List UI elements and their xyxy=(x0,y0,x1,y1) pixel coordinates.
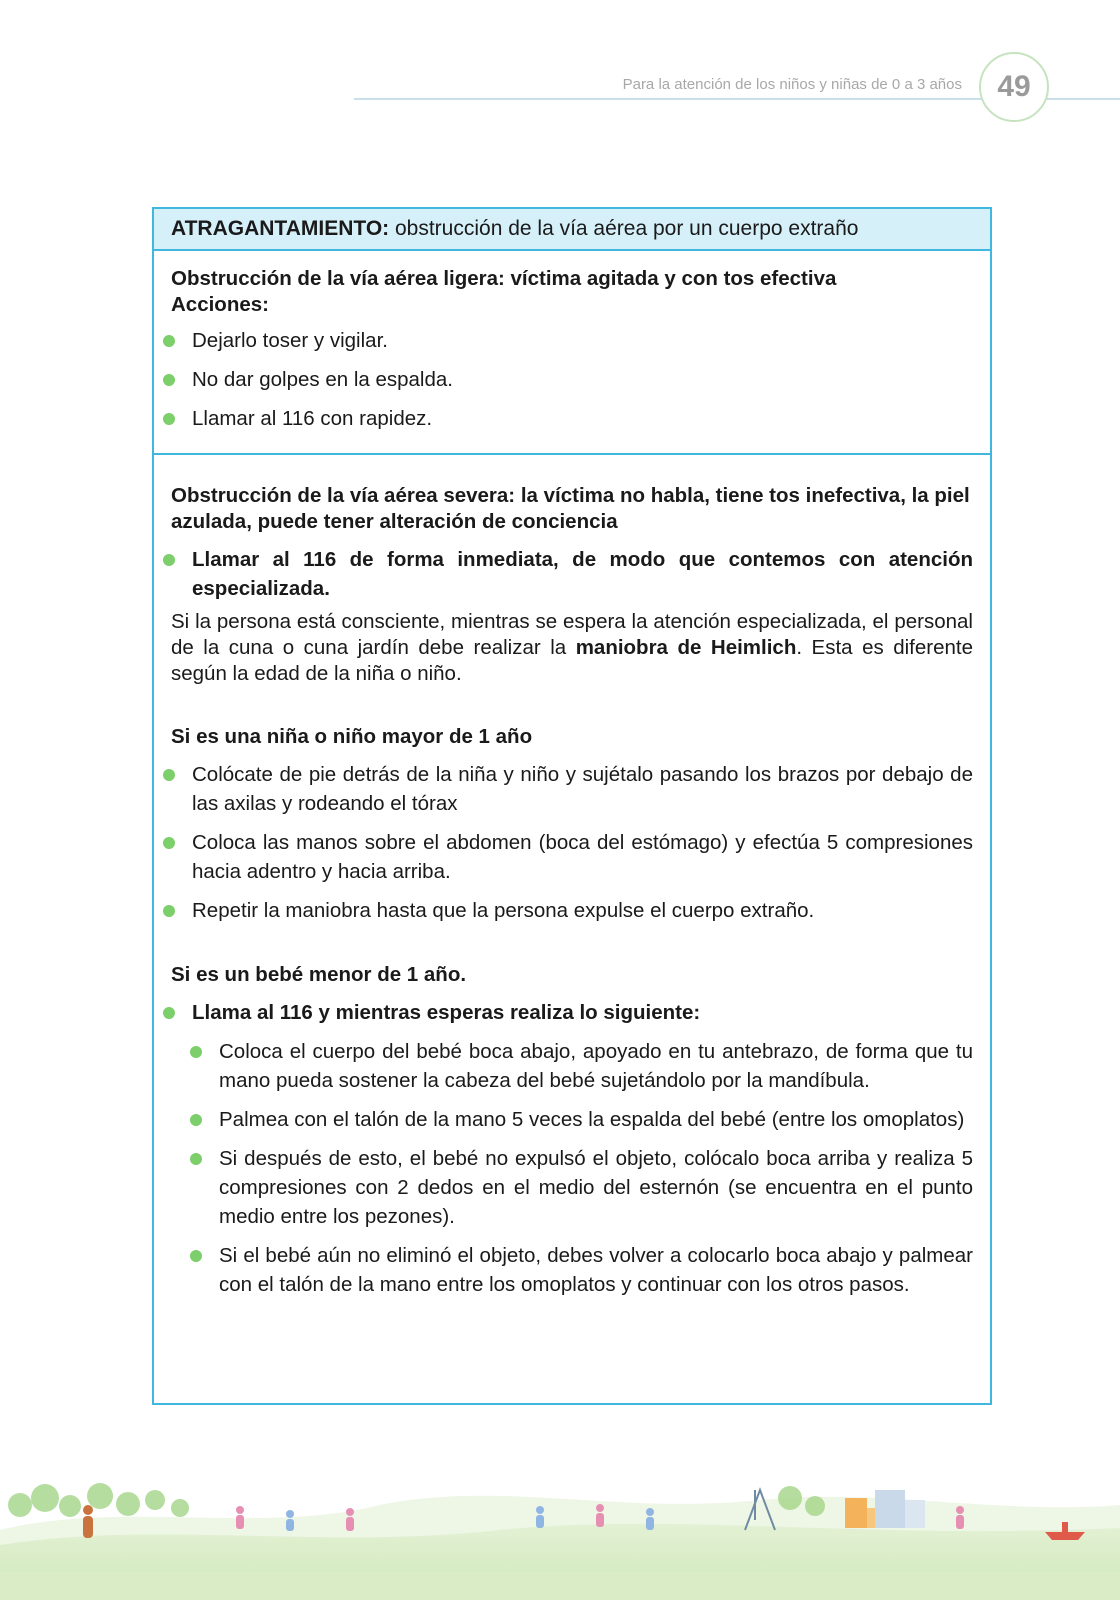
baby-steps xyxy=(171,1037,973,1299)
bullet-icon xyxy=(163,554,175,566)
running-title: Para la atención de los niños y niñas de 0 a 3 años xyxy=(622,76,962,93)
box-title-bold: ATRAGANTAMIENTO: xyxy=(171,217,390,240)
bullet-icon xyxy=(190,1114,202,1126)
severe-heading: Obstrucción de la vía aérea severa: la víctima no habla, tiene tos inefectiva, la piel azulada, puede tener alteración de conciencia xyxy=(171,484,970,533)
bullet-icon xyxy=(163,374,175,386)
list-item: Dejarlo toser y vigilar. xyxy=(171,326,973,355)
list-item: Llama al 116 y mientras esperas realiza lo siguiente: xyxy=(171,998,973,1027)
list-item: Palmea con el talón de la mano 5 veces la espalda del bebé (entre los omoplatos) xyxy=(171,1105,973,1134)
bullet-icon xyxy=(190,1046,202,1058)
list-item: Repetir la maniobra hasta que la persona expulse el cuerpo extraño. xyxy=(171,896,973,925)
list-item: Coloca las manos sobre el abdomen (boca del estómago) y efectúa 5 compresiones hacia adentro y hacia arriba. xyxy=(171,828,973,886)
list-item: Si el bebé aún no eliminó el objeto, debes volver a colocarlo boca abajo y palmear con el talón de la mano entre los omoplatos y continuar con los otros pasos. xyxy=(171,1241,973,1299)
baby-call-list xyxy=(171,998,973,1027)
bullet-icon xyxy=(190,1153,202,1165)
bullet-icon xyxy=(163,1007,175,1019)
baby-heading: Si es un bebé menor de 1 año. xyxy=(171,963,467,986)
choking-info-box xyxy=(152,207,992,1405)
list-item: Coloca el cuerpo del bebé boca abajo, apoyado en tu antebrazo, de forma que tu mano pueda sostener la cabeza del bebé sujetándolo por la mandíbula. xyxy=(171,1037,973,1095)
list-item: Si después de esto, el bebé no expulsó el objeto, colócalo boca arriba y realiza 5 compresiones con 2 dedos en el medio del esternón (se encuentra en el punto medio entre los pezones). xyxy=(171,1144,973,1231)
severe-obstruction-section xyxy=(154,455,990,1299)
older-child-steps xyxy=(171,760,973,925)
mild-obstruction-section xyxy=(154,251,990,455)
mild-heading: Obstrucción de la vía aérea ligera: víctima agitada y con tos efectiva xyxy=(171,267,837,290)
list-item: Colócate de pie detrás de la niña y niño y sujétalo pasando los brazos por debajo de las axilas y rodeando el tórax xyxy=(171,760,973,818)
box-title-rest: obstrucción de la vía aérea por un cuerpo extraño xyxy=(389,217,859,240)
older-child-heading: Si es una niña o niño mayor de 1 año xyxy=(171,725,533,748)
bullet-icon xyxy=(190,1250,202,1262)
bullet-icon xyxy=(163,413,175,425)
person-icon xyxy=(83,1505,93,1538)
building-icon xyxy=(875,1490,925,1528)
severe-call-list xyxy=(171,545,973,603)
list-item: Llamar al 116 de forma inmediata, de modo que contemos con atención especializada. xyxy=(171,545,973,603)
bullet-icon xyxy=(163,335,175,347)
list-item: Llamar al 116 con rapidez. xyxy=(171,404,973,433)
actions-label: Acciones: xyxy=(171,293,269,316)
heimlich-paragraph: Si la persona está consciente, mientras se espera la atención especializada, el personal de la cuna o cuna jardín debe realizar la maniobra de Heimlich. Esta es diferente según la edad de la niña o niño. xyxy=(171,610,974,685)
bullet-icon xyxy=(163,905,175,917)
bullet-icon xyxy=(163,769,175,781)
heimlich-term: maniobra de Heimlich xyxy=(575,636,797,659)
mild-actions-list xyxy=(171,326,973,433)
decorative-landscape-illustration xyxy=(0,1460,1120,1600)
page-number: 49 xyxy=(979,52,1049,122)
box-title xyxy=(154,209,990,251)
bullet-icon xyxy=(163,837,175,849)
list-item: No dar golpes en la espalda. xyxy=(171,365,973,394)
